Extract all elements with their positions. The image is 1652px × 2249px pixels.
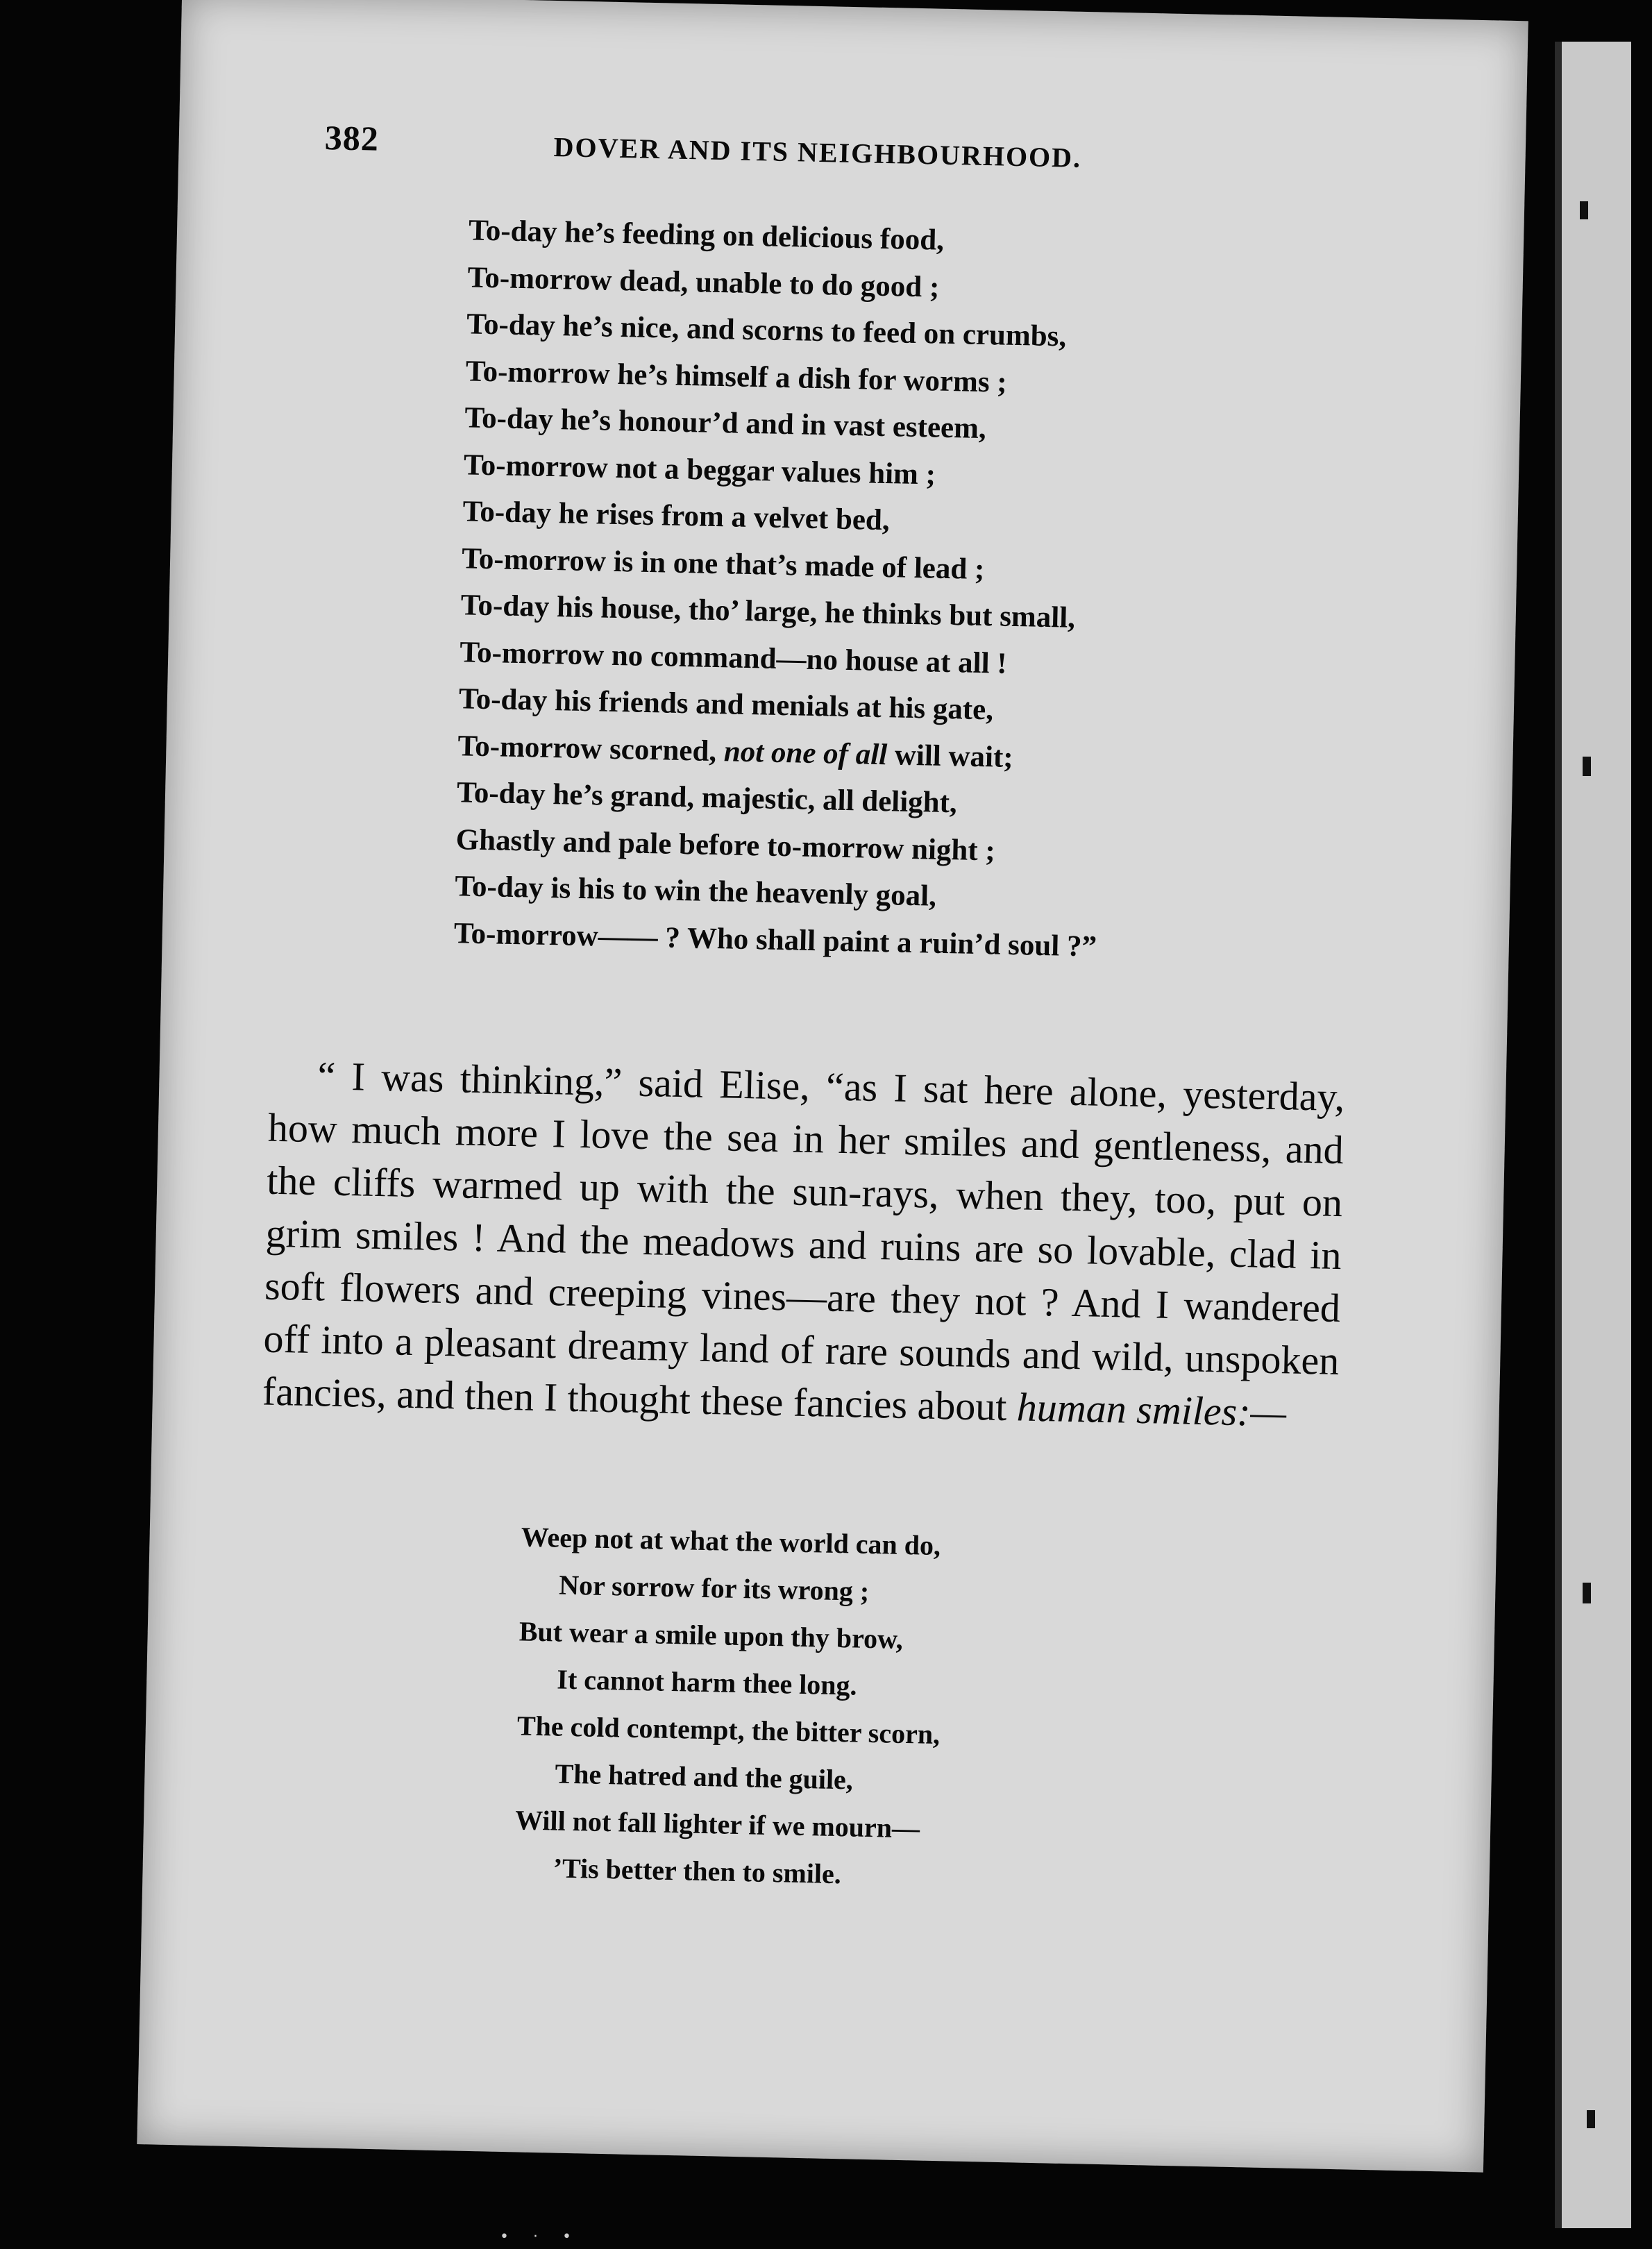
poem-line: To-day he rises from a velvet bed, [462,495,891,537]
facing-page-mark [1587,2110,1595,2128]
poem-line: To-day his friends and menials at his gate, [458,682,994,727]
poem-line: To-morrow is in one that’s made of lead ; [461,541,985,586]
page-number: 382 [324,118,380,158]
poem-line: The hatred and the guile, [555,1758,854,1796]
facing-page-edge [1555,42,1631,2228]
poem-line: Will not fall lighter if we mourn— [514,1804,920,1844]
poem-line: To-morrow no command—no house at all ! [459,635,1008,680]
paragraph-italic: human smiles:— [1016,1384,1287,1435]
poem-line-start: To-morrow scorned, [457,729,717,768]
book-page [137,0,1528,2173]
poem-line: ’Tis better then to smile. [553,1852,842,1890]
facing-page-mark [1580,201,1588,219]
poem-line: To-day he’s nice, and scorns to feed on crumbs, [466,308,1067,353]
poem-line-italic: not one of all [723,734,888,771]
poem-line: To-morrow he’s himself a dish for worms ; [465,354,1008,399]
poem-line: To-morrow not a beggar values him ; [463,448,936,491]
scan-specks: • · • [500,2228,581,2246]
poem-line: Weep not at what the world can do, [521,1521,941,1562]
page-header [324,117,1380,188]
poem-line: To-day is his to win the heavenly goal, [454,870,937,913]
poem-line-end: will wait; [894,738,1014,774]
poem-line: Nor sorrow for its wrong ; [558,1569,870,1607]
poem-line: But wear a smile upon thy brow, [519,1615,904,1655]
elise-paragraph [262,1049,1345,1440]
poem-line: To-morrow—— ? Who shall paint a ruin’d soul ?” [453,916,1097,963]
poem-today-tomorrow [453,207,1336,975]
poem-line: To-day he’s grand, majestic, all delight, [456,776,958,820]
poem-line: To-day he’s honour’d and in vast esteem, [464,401,987,446]
poem-line: To-morrow dead, unable to do good ; [467,260,940,304]
poem-line: To-day he’s feeding on delicious food, [468,214,945,257]
poem-line: It cannot harm thee long. [556,1663,858,1701]
facing-page-mark [1583,757,1591,776]
running-head: DOVER AND ITS NEIGHBOURHOOD. [553,130,1082,174]
paragraph-text: “ I was thinking,” said Elise, “as I sat here alone, yesterday, how much more I love the sea in her smiles and gentleness, and the cliffs warmed up with the sun-rays, when they, too, put on grim smiles ! And the meadows and ruins are so lovable, clad in soft flowers and creeping vines—are they not ? And I wandered off into a pleasant dreamy land of rare sounds and wild, unspoken fancies, and then I thought these fancies about [262,1053,1345,1430]
facing-page-mark [1583,1583,1591,1603]
poem-line: Ghastly and pale before to-morrow night ; [455,823,996,867]
poem-human-smiles [514,1513,1146,1904]
page-content [137,0,1528,2173]
poem-line: The cold contempt, the bitter scorn, [516,1710,941,1751]
poem-line: To-day his house, tho’ large, he thinks but small, [460,589,1076,634]
